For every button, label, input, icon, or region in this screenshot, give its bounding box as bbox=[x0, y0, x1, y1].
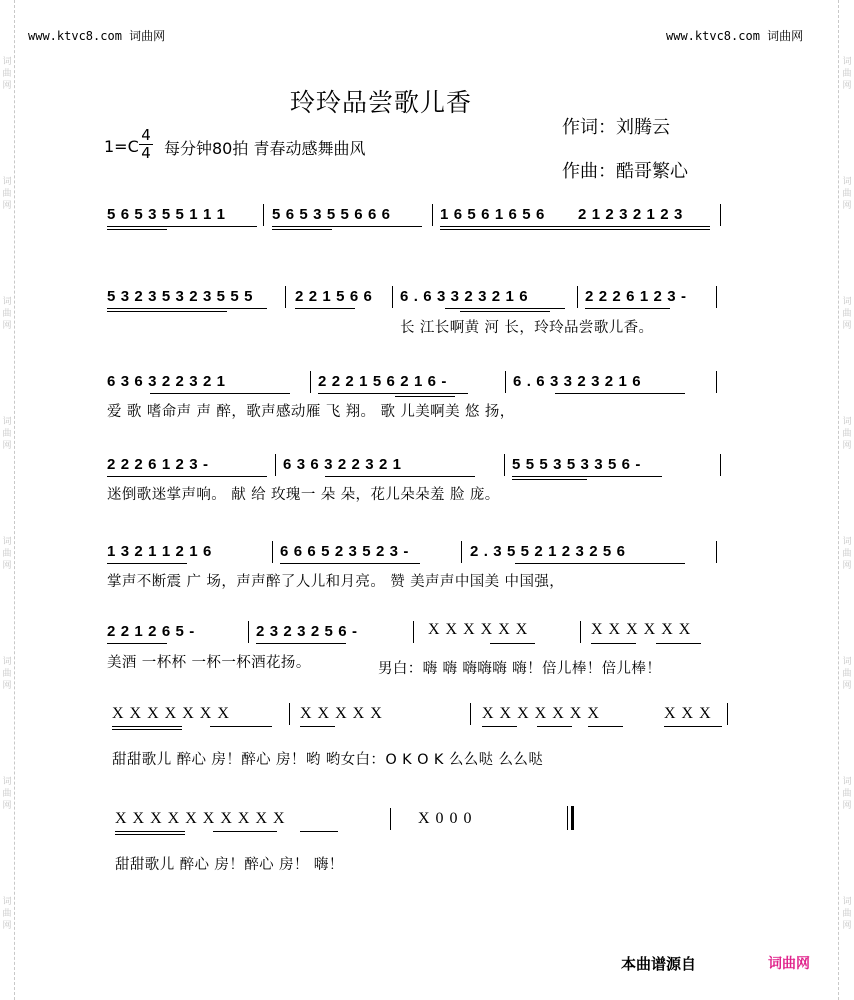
row3-barline bbox=[505, 371, 506, 393]
watermark-left-4: 词曲网 bbox=[2, 417, 12, 451]
row8-underline bbox=[115, 834, 185, 835]
row2-underline bbox=[460, 311, 550, 312]
row1-barline bbox=[432, 204, 433, 226]
row2-underline bbox=[295, 308, 355, 309]
row1-measure1: 5 6 5 3 5 5 1 1 1 bbox=[107, 206, 226, 223]
row1-underline bbox=[107, 229, 167, 230]
row8-final-barline-thick bbox=[571, 806, 574, 830]
row7-speech-rhythm-2: X X X X X bbox=[300, 705, 383, 722]
row1-measure3: 1 6 5 6 1 6 5 6 bbox=[440, 206, 545, 223]
row5-measure2: 6 6 6 5 2 3 5 2 3 - bbox=[280, 543, 409, 560]
watermark-left-2: 词曲网 bbox=[2, 177, 12, 211]
row6-speech: 男白：嗨 嗨 嗨嗨嗨 嗨！倍儿棒！倍儿棒！ bbox=[378, 661, 662, 677]
row7-underline bbox=[210, 726, 272, 727]
row7-underline bbox=[537, 726, 572, 727]
row2-measure4: 2 2 2 6 1 2 3 - bbox=[585, 288, 687, 305]
watermark-right-1: 词曲网 bbox=[842, 57, 852, 91]
time-signature bbox=[139, 128, 153, 161]
row7-underline bbox=[588, 726, 623, 727]
watermark-right-3: 词曲网 bbox=[842, 297, 852, 331]
watermark-left-1: 词曲网 bbox=[2, 57, 12, 91]
footer-logo[interactable]: 词曲网 bbox=[768, 956, 810, 972]
row3-underline bbox=[318, 393, 468, 394]
row4-barline bbox=[275, 454, 276, 476]
row3-underline bbox=[150, 393, 290, 394]
row4-measure2: 6 3 6 3 2 2 3 2 1 bbox=[283, 456, 402, 473]
row2-measure1: 5 3 2 3 5 3 2 3 5 5 5 bbox=[107, 288, 254, 305]
row6-measure2: 2 3 2 3 2 5 6 - bbox=[256, 623, 358, 640]
row7-barline bbox=[289, 703, 290, 725]
row6-underline bbox=[107, 643, 167, 644]
row6-underline bbox=[656, 643, 701, 644]
row3-underline bbox=[555, 393, 685, 394]
row6-speech-rhythm-2: X X X X X X bbox=[591, 621, 692, 638]
row7-speech-rhythm-1: X X X X X X X bbox=[112, 705, 230, 722]
row2-measure2: 2 2 1 5 6 6 bbox=[295, 288, 373, 305]
watermark-left-8: 词曲网 bbox=[2, 897, 12, 931]
row4-measure1: 2 2 2 6 1 2 3 - bbox=[107, 456, 209, 473]
row1-underline bbox=[440, 229, 710, 230]
row5-barline bbox=[272, 541, 273, 563]
row3-measure3: 6 . 6 3 3 2 3 2 1 6 bbox=[513, 373, 642, 390]
row6-lyrics: 美酒 一杯杯 一杯一杯酒花扬。 bbox=[107, 655, 311, 671]
watermark-right-8: 词曲网 bbox=[842, 897, 852, 931]
row7-speech-rhythm-3: X X X X X X X bbox=[482, 705, 600, 722]
footer-source: 本曲谱源自 bbox=[621, 955, 697, 973]
row3-measure1: 6 3 6 3 2 2 3 2 1 bbox=[107, 373, 226, 390]
row6-underline bbox=[490, 643, 535, 644]
row2-barline bbox=[392, 286, 393, 308]
site-link-left[interactable]: www.ktvc8.com 词曲网 bbox=[28, 29, 166, 43]
row6-speech-rhythm-1: X X X X X X bbox=[428, 621, 529, 638]
row2-underline bbox=[585, 308, 670, 309]
row8-underline bbox=[213, 831, 277, 832]
row4-barline bbox=[504, 454, 505, 476]
row8-underline bbox=[300, 831, 338, 832]
watermark-left-6: 词曲网 bbox=[2, 657, 12, 691]
watermark-right-7: 词曲网 bbox=[842, 777, 852, 811]
row1-underline bbox=[440, 226, 710, 227]
row7-lyrics: 甜甜歌儿 醉心 房！醉心 房！哟 哟女白：O K O K 么么哒 么么哒 bbox=[112, 752, 544, 768]
right-border bbox=[838, 0, 839, 1000]
row6-underline bbox=[591, 643, 636, 644]
row6-barline bbox=[248, 621, 249, 643]
row8-barline bbox=[390, 808, 391, 830]
row2-barline bbox=[285, 286, 286, 308]
row8-lyrics: 甜甜歌儿 醉心 房！醉心 房！ 嗨！ bbox=[115, 857, 344, 873]
watermark-left-3: 词曲网 bbox=[2, 297, 12, 331]
row4-underline bbox=[107, 476, 267, 477]
row1-measure4: 2 1 2 3 2 1 2 3 bbox=[578, 206, 683, 223]
row1-underline bbox=[272, 226, 422, 227]
row7-barline bbox=[727, 703, 728, 725]
watermark-right-5: 词曲网 bbox=[842, 537, 852, 571]
row7-underline bbox=[300, 726, 335, 727]
row6-measure1: 2 2 1 2 6 5 - bbox=[107, 623, 195, 640]
row1-underline bbox=[272, 229, 332, 230]
time-signature-bottom: 4 bbox=[141, 144, 151, 162]
row5-lyrics: 掌声不断震 广 场，声声醉了人儿和月亮。 赞 美声声中国美 中国强， bbox=[107, 574, 565, 590]
row1-barline bbox=[720, 204, 721, 226]
row7-underline bbox=[112, 726, 182, 727]
row8-speech-rhythm-2: X 0 0 0 bbox=[418, 810, 473, 827]
row2-underline bbox=[107, 311, 227, 312]
row5-underline bbox=[515, 563, 685, 564]
row1-measure2: 5 6 5 3 5 5 6 6 6 bbox=[272, 206, 391, 223]
row4-underline bbox=[512, 479, 587, 480]
row2-underline bbox=[107, 308, 267, 309]
row8-underline bbox=[115, 831, 185, 832]
watermark-left-5: 词曲网 bbox=[2, 537, 12, 571]
row5-barline bbox=[461, 541, 462, 563]
row6-barline bbox=[413, 621, 414, 643]
row5-barline bbox=[716, 541, 717, 563]
row2-measure3: 6 . 6 3 3 2 3 2 1 6 bbox=[400, 288, 529, 305]
composer-credit: 作曲：酷哥繁心 bbox=[562, 161, 688, 182]
lyricist-credit: 作词：刘腾云 bbox=[562, 117, 670, 138]
row2-underline bbox=[445, 308, 565, 309]
row2-lyrics: 长 江长啊黄 河 长，玲玲品尝歌儿香。 bbox=[400, 320, 654, 336]
watermark-right-2: 词曲网 bbox=[842, 177, 852, 211]
key-signature: 1=C bbox=[104, 137, 139, 156]
row5-underline bbox=[280, 563, 420, 564]
watermark-left-7: 词曲网 bbox=[2, 777, 12, 811]
row5-measure1: 1 3 2 1 1 2 1 6 bbox=[107, 543, 212, 560]
row8-final-barline-thin bbox=[567, 806, 568, 830]
row6-underline bbox=[256, 643, 346, 644]
row3-barline bbox=[716, 371, 717, 393]
row3-lyrics: 爱 歌 嗜命声 声 醉，歌声感动雁 飞 翔。 歌 儿美啊美 悠 扬， bbox=[107, 404, 515, 420]
row7-barline bbox=[470, 703, 471, 725]
row7-speech-rhythm-4: X X X bbox=[664, 705, 712, 722]
time-signature-top: 4 bbox=[141, 126, 151, 144]
row3-measure2: 2 2 2 1 5 6 2 1 6 - bbox=[318, 373, 447, 390]
row6-barline bbox=[580, 621, 581, 643]
row7-underline bbox=[482, 726, 517, 727]
row5-measure3: 2 . 3 5 5 2 1 2 3 2 5 6 bbox=[470, 543, 626, 560]
watermark-right-4: 词曲网 bbox=[842, 417, 852, 451]
row2-barline bbox=[577, 286, 578, 308]
row3-barline bbox=[310, 371, 311, 393]
tempo-style: 每分钟80拍 青春动感舞曲风 bbox=[164, 139, 366, 158]
row7-underline bbox=[664, 726, 722, 727]
left-border bbox=[14, 0, 15, 1000]
row5-underline bbox=[107, 563, 187, 564]
row7-underline bbox=[112, 729, 182, 730]
watermark-right-6: 词曲网 bbox=[842, 657, 852, 691]
row4-lyrics: 迷倒歌迷掌声响。 献 给 玫瑰一 朵 朵，花儿朵朵羞 脸 庞。 bbox=[107, 487, 500, 503]
row1-underline bbox=[107, 226, 257, 227]
row4-underline bbox=[512, 476, 662, 477]
row4-measure3: 5 5 5 3 5 3 3 5 6 - bbox=[512, 456, 641, 473]
row8-speech-rhythm-1: X X X X X X X X X X bbox=[115, 810, 286, 827]
song-title: 玲玲品尝歌儿香 bbox=[290, 88, 473, 117]
row2-barline bbox=[716, 286, 717, 308]
row4-underline bbox=[325, 476, 475, 477]
row1-barline bbox=[263, 204, 264, 226]
site-link-right[interactable]: www.ktvc8.com 词曲网 bbox=[666, 29, 804, 43]
row4-barline bbox=[720, 454, 721, 476]
row3-underline bbox=[395, 396, 455, 397]
